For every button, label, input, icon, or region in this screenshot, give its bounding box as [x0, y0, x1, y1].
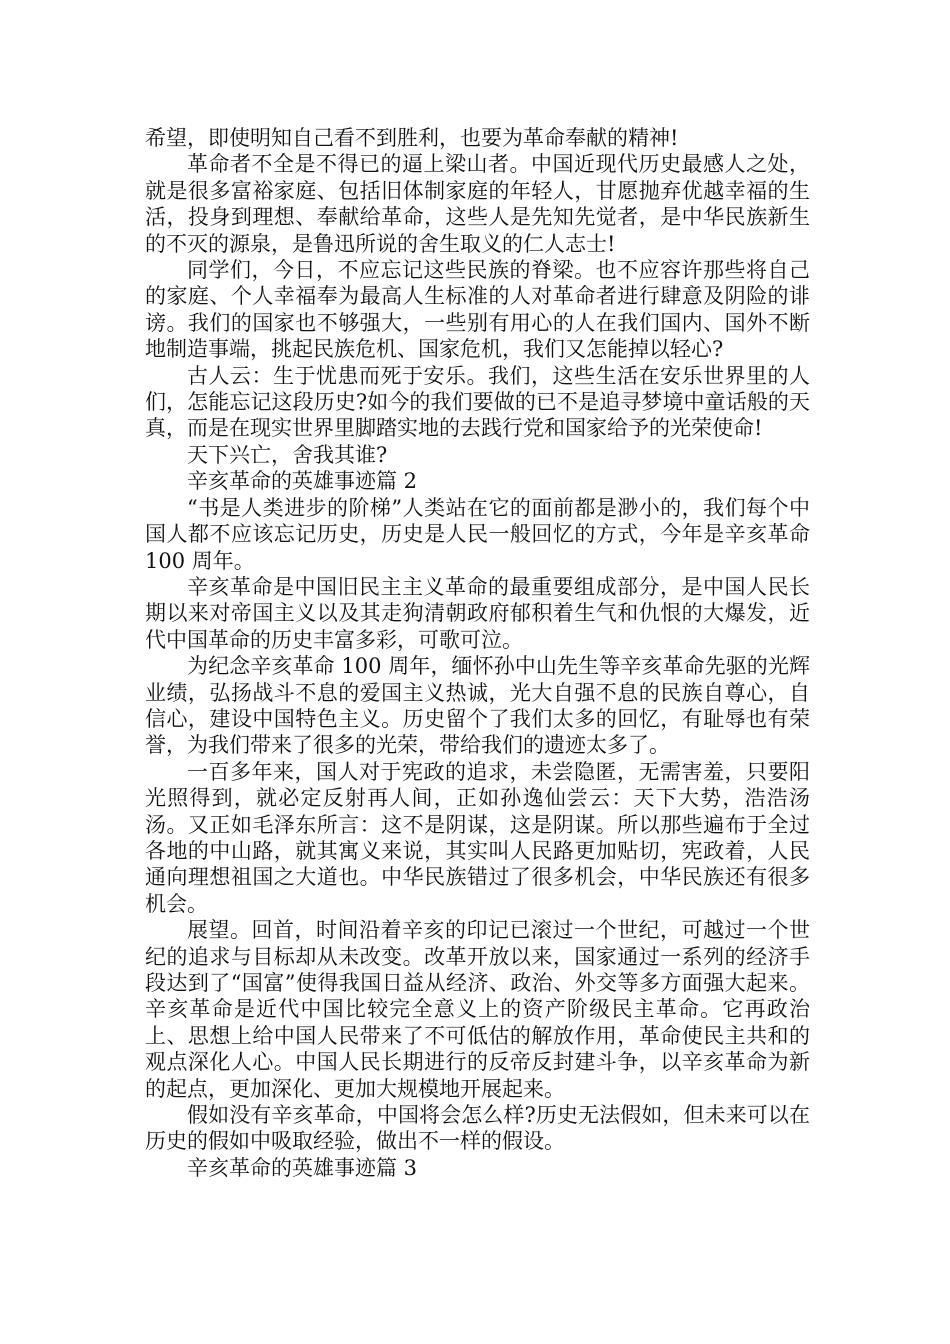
- paragraph-10: 展望。回首，时间沿着辛亥的印记已滚过一个世纪，可越过一个世纪的追求与目标却从未改变。改革开放以来，国家通过一系列的经济手段达到了“国富”使得我国日益从经济、政治、外交等多方面强大起来。辛亥革命是近代中国比较完全意义上的资产阶级民主革命。它再政治上、思想上给中国人民带来了不可低估的解放作用，革命使民主共和的观点深化人心。中国人民长期进行的反帝反封建斗争，以辛亥革命为新的起点，更加深化、更加大规模地开展起来。: [145, 918, 810, 1101]
- paragraph-6: “书是人类进步的阶梯”人类站在它的面前都是渺小的，我们每个中国人都不应该忘记历史，历史是人民一般回忆的方式，今年是辛亥革命 100 周年。: [145, 495, 810, 573]
- paragraph-2: 革命者不全是不得已的逼上梁山者。中国近现代历史最感人之处，就是很多富裕家庭、包括旧体制家庭的年轻人，甘愿抛弃优越幸福的生活，投身到理想、奉献给革命，这些人是先知先觉者，是中华民族新生的不灭的源泉，是鲁迅所说的舍生取义的仁人志士!: [145, 152, 810, 256]
- paragraph-7: 辛亥革命是中国旧民主主义革命的最重要组成部分，是中国人民长期以来对帝国主义以及其走狗清朝政府郁积着生气和仇恨的大爆发，近代中国革命的历史丰富多彩，可歌可泣。: [145, 574, 810, 652]
- paragraph-9: 一百多年来，国人对于宪政的追求，未尝隐匿，无需害羞，只要阳光照得到，就必定反射再人间，正如孙逸仙尝云：天下大势，浩浩汤汤。又正如毛泽东所言：这不是阴谋，这是阴谋。所以那些遍布于全过各地的中山路，就其寓义来说，其实叫人民路更加贴切，宪政着，人民通向理想祖国之大道也。中华民族错过了很多机会，中华民族还有很多机会。: [145, 759, 810, 916]
- paragraph-11: 假如没有辛亥革命，中国将会怎么样?历史无法假如，但未来可以在历史的假如中吸取经验，做出不一样的假设。: [145, 1103, 810, 1154]
- paragraph-4: 古人云：生于忧患而死于安乐。我们，这些生活在安乐世界里的人们，怎能忘记这段历史?如今的我们要做的已不是追寻梦境中童话般的天真，而是在现实世界里脚踏实地的去践行党和国家给予的光荣使命!: [145, 363, 810, 441]
- paragraph-3: 同学们，今日，不应忘记这些民族的脊梁。也不应容许那些将自己的家庭、个人幸福奉为最高人生标准的人对革命者进行肆意及阴险的诽谤。我们的国家也不够强大，一些别有用心的人在我们国内、国外不断地制造事端，挑起民族危机、国家危机，我们又怎能掉以轻心?: [145, 258, 810, 362]
- section-heading-3: 辛亥革命的英雄事迹篇 3: [187, 1155, 418, 1180]
- paragraph-5: 天下兴亡，舍我其谁?: [187, 442, 388, 467]
- paragraph-1: 希望，即使明知自己看不到胜利，也要为革命奉献的精神!: [145, 126, 679, 150]
- paragraph-8: 为纪念辛亥革命 100 周年，缅怀孙中山先生等辛亥革命先驱的光辉业绩，弘扬战斗不息的爱国主义热诚，光大自强不息的民族自尊心，自信心，建设中国特色主义。历史留个了我们太多的回忆，有耻辱也有荣誉，为我们带来了很多的光荣，带给我们的遗迹太多了。: [145, 654, 810, 758]
- section-heading-2: 辛亥革命的英雄事迹篇 2: [187, 469, 418, 494]
- document-page: [145, 125, 810, 1181]
